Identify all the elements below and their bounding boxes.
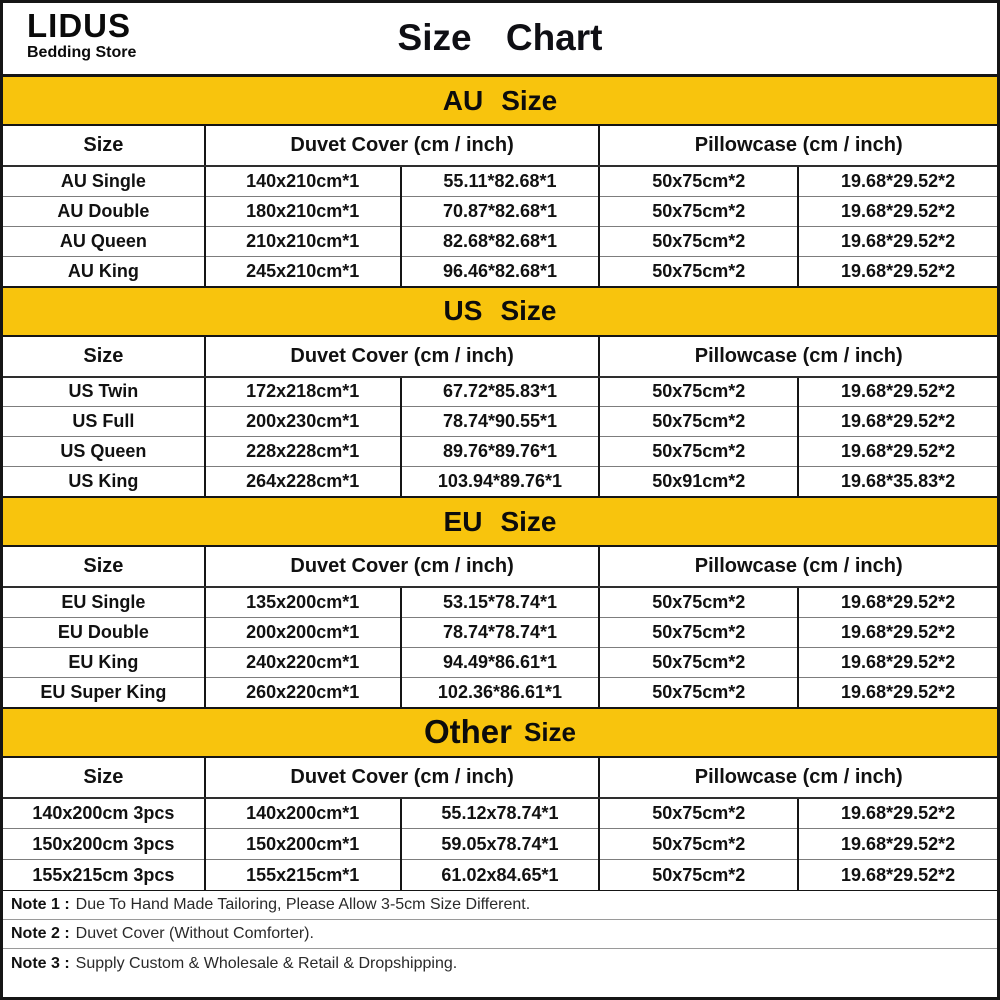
table-cell-pillow-in: 19.68*35.83*2 bbox=[798, 467, 997, 497]
table-row bbox=[3, 617, 997, 647]
table-cell-pillow-in: 19.68*29.52*2 bbox=[798, 226, 997, 256]
table-cell-duvet-cm: 264x228cm*1 bbox=[205, 467, 401, 497]
table-cell-pillow-in: 19.68*29.52*2 bbox=[798, 377, 997, 407]
size-table bbox=[3, 337, 997, 498]
table-cell-duvet-in: 78.74*90.55*1 bbox=[401, 407, 600, 437]
table-cell-size: EU King bbox=[3, 647, 205, 677]
table-cell-duvet-cm: 140x200cm*1 bbox=[205, 798, 401, 829]
size-section bbox=[3, 76, 997, 287]
table-row bbox=[3, 467, 997, 497]
table-cell-size: AU Double bbox=[3, 196, 205, 226]
table-cell-pillow-in: 19.68*29.52*2 bbox=[798, 196, 997, 226]
size-table bbox=[3, 758, 997, 892]
table-cell-pillow-in: 19.68*29.52*2 bbox=[798, 407, 997, 437]
size-table bbox=[3, 547, 997, 708]
note-text: Due To Hand Made Tailoring, Please Allow 3-5cm Size Different. bbox=[75, 896, 531, 913]
table-row bbox=[3, 798, 997, 829]
note-label: Note 3 : bbox=[11, 954, 70, 972]
table-row bbox=[3, 860, 997, 891]
brand-name: LIDUS bbox=[27, 7, 131, 44]
note-text: Duvet Cover (Without Comforter). bbox=[75, 925, 314, 942]
table-row bbox=[3, 407, 997, 437]
table-cell-duvet-cm: 210x210cm*1 bbox=[205, 226, 401, 256]
table-cell-pillow-cm: 50x75cm*2 bbox=[599, 798, 798, 829]
table-cell-pillow-cm: 50x75cm*2 bbox=[599, 437, 798, 467]
column-header-size: Size bbox=[3, 547, 205, 587]
table-cell-pillow-in: 19.68*29.52*2 bbox=[798, 437, 997, 467]
table-header-row bbox=[3, 547, 997, 587]
table-cell-duvet-cm: 155x215cm*1 bbox=[205, 860, 401, 891]
section-title-sub: Size bbox=[523, 716, 577, 747]
table-cell-duvet-cm: 240x220cm*1 bbox=[205, 647, 401, 677]
column-header-duvet: Duvet Cover (cm / inch) bbox=[205, 547, 600, 587]
section-title-main: Other bbox=[423, 713, 512, 750]
column-header-pillowcase: Pillowcase (cm / inch) bbox=[599, 758, 997, 798]
column-header-duvet: Duvet Cover (cm / inch) bbox=[205, 337, 600, 377]
table-cell-pillow-cm: 50x75cm*2 bbox=[599, 829, 798, 860]
table-cell-duvet-cm: 140x210cm*1 bbox=[205, 166, 401, 196]
table-row bbox=[3, 437, 997, 467]
table-row bbox=[3, 829, 997, 860]
size-section bbox=[3, 287, 997, 498]
note-label: Note 1 : bbox=[11, 896, 70, 913]
table-row bbox=[3, 587, 997, 617]
table-cell-size: EU Single bbox=[3, 587, 205, 617]
table-cell-pillow-in: 19.68*29.52*2 bbox=[798, 829, 997, 860]
note-row bbox=[3, 891, 997, 920]
table-cell-size: US King bbox=[3, 467, 205, 497]
note-text: Supply Custom & Wholesale & Retail & Dropshipping. bbox=[75, 954, 458, 972]
table-cell-duvet-cm: 150x200cm*1 bbox=[205, 829, 401, 860]
table-cell-pillow-cm: 50x75cm*2 bbox=[599, 647, 798, 677]
table-cell-duvet-in: 53.15*78.74*1 bbox=[401, 587, 600, 617]
table-cell-pillow-in: 19.68*29.52*2 bbox=[798, 860, 997, 891]
table-cell-duvet-in: 96.46*82.68*1 bbox=[401, 256, 600, 286]
table-header-row bbox=[3, 337, 997, 377]
table-cell-pillow-in: 19.68*29.52*2 bbox=[798, 617, 997, 647]
table-cell-pillow-in: 19.68*29.52*2 bbox=[798, 798, 997, 829]
section-header-au bbox=[3, 76, 997, 126]
table-cell-duvet-cm: 245x210cm*1 bbox=[205, 256, 401, 286]
table-row bbox=[3, 196, 997, 226]
table-cell-duvet-in: 103.94*89.76*1 bbox=[401, 467, 600, 497]
table-cell-duvet-in: 59.05x78.74*1 bbox=[401, 829, 600, 860]
table-cell-pillow-cm: 50x91cm*2 bbox=[599, 467, 798, 497]
table-cell-duvet-in: 61.02x84.65*1 bbox=[401, 860, 600, 891]
page-title: Size Chart bbox=[397, 17, 603, 58]
table-cell-size: AU King bbox=[3, 256, 205, 286]
section-header-eu bbox=[3, 497, 997, 547]
table-cell-size: AU Single bbox=[3, 166, 205, 196]
table-cell-duvet-in: 55.11*82.68*1 bbox=[401, 166, 600, 196]
table-cell-pillow-in: 19.68*29.52*2 bbox=[798, 647, 997, 677]
table-cell-size: US Twin bbox=[3, 377, 205, 407]
table-cell-pillow-cm: 50x75cm*2 bbox=[599, 587, 798, 617]
table-cell-duvet-in: 82.68*82.68*1 bbox=[401, 226, 600, 256]
section-title-main: AU bbox=[442, 84, 484, 116]
column-header-duvet: Duvet Cover (cm / inch) bbox=[205, 758, 600, 798]
table-cell-pillow-cm: 50x75cm*2 bbox=[599, 407, 798, 437]
column-header-size: Size bbox=[3, 758, 205, 798]
table-cell-pillow-cm: 50x75cm*2 bbox=[599, 256, 798, 286]
size-section bbox=[3, 708, 997, 892]
table-cell-size: US Full bbox=[3, 407, 205, 437]
table-cell-duvet-cm: 180x210cm*1 bbox=[205, 196, 401, 226]
note-label: Note 2 : bbox=[11, 925, 70, 942]
column-header-size: Size bbox=[3, 337, 205, 377]
table-row bbox=[3, 377, 997, 407]
table-cell-pillow-cm: 50x75cm*2 bbox=[599, 860, 798, 891]
table-cell-size: 150x200cm 3pcs bbox=[3, 829, 205, 860]
column-header-size: Size bbox=[3, 126, 205, 166]
table-cell-duvet-cm: 135x200cm*1 bbox=[205, 587, 401, 617]
note-row bbox=[3, 920, 997, 949]
table-cell-pillow-cm: 50x75cm*2 bbox=[599, 226, 798, 256]
table-cell-duvet-in: 70.87*82.68*1 bbox=[401, 196, 600, 226]
column-header-pillowcase: Pillowcase (cm / inch) bbox=[599, 126, 997, 166]
table-cell-pillow-cm: 50x75cm*2 bbox=[599, 677, 798, 707]
table-cell-pillow-cm: 50x75cm*2 bbox=[599, 166, 798, 196]
table-cell-pillow-cm: 50x75cm*2 bbox=[599, 196, 798, 226]
section-title-sub: Size bbox=[500, 295, 557, 326]
table-cell-duvet-in: 67.72*85.83*1 bbox=[401, 377, 600, 407]
section-title-main: EU bbox=[443, 505, 483, 537]
brand-tagline: Bedding Store bbox=[27, 44, 137, 61]
column-header-duvet: Duvet Cover (cm / inch) bbox=[205, 126, 600, 166]
table-cell-duvet-cm: 172x218cm*1 bbox=[205, 377, 401, 407]
table-cell-size: EU Double bbox=[3, 617, 205, 647]
column-header-pillowcase: Pillowcase (cm / inch) bbox=[599, 547, 997, 587]
section-header-us bbox=[3, 287, 997, 337]
table-cell-duvet-in: 89.76*89.76*1 bbox=[401, 437, 600, 467]
table-header-row bbox=[3, 126, 997, 166]
table-cell-duvet-in: 102.36*86.61*1 bbox=[401, 677, 600, 707]
table-cell-duvet-in: 94.49*86.61*1 bbox=[401, 647, 600, 677]
table-cell-pillow-in: 19.68*29.52*2 bbox=[798, 677, 997, 707]
table-cell-duvet-cm: 200x230cm*1 bbox=[205, 407, 401, 437]
table-cell-duvet-in: 78.74*78.74*1 bbox=[401, 617, 600, 647]
table-cell-pillow-in: 19.68*29.52*2 bbox=[798, 587, 997, 617]
table-row bbox=[3, 256, 997, 286]
table-cell-duvet-cm: 260x220cm*1 bbox=[205, 677, 401, 707]
size-section bbox=[3, 497, 997, 708]
table-row bbox=[3, 166, 997, 196]
table-cell-pillow-in: 19.68*29.52*2 bbox=[798, 166, 997, 196]
section-title-sub: Size bbox=[500, 505, 557, 537]
table-cell-pillow-cm: 50x75cm*2 bbox=[599, 377, 798, 407]
table-cell-duvet-cm: 228x228cm*1 bbox=[205, 437, 401, 467]
section-title-main: US bbox=[443, 295, 483, 326]
table-row bbox=[3, 226, 997, 256]
table-cell-duvet-in: 55.12x78.74*1 bbox=[401, 798, 600, 829]
note-row bbox=[3, 949, 997, 978]
sections-container bbox=[3, 76, 997, 891]
notes-section bbox=[3, 891, 997, 978]
table-cell-size: AU Queen bbox=[3, 226, 205, 256]
table-row bbox=[3, 647, 997, 677]
size-table bbox=[3, 126, 997, 287]
top-header bbox=[3, 3, 997, 76]
table-cell-pillow-in: 19.68*29.52*2 bbox=[798, 256, 997, 286]
table-cell-size: 140x200cm 3pcs bbox=[3, 798, 205, 829]
table-row bbox=[3, 677, 997, 707]
table-cell-duvet-cm: 200x200cm*1 bbox=[205, 617, 401, 647]
section-header-other bbox=[3, 708, 997, 758]
section-title-sub: Size bbox=[501, 84, 558, 116]
table-cell-pillow-cm: 50x75cm*2 bbox=[599, 617, 798, 647]
table-header-row bbox=[3, 758, 997, 798]
table-cell-size: EU Super King bbox=[3, 677, 205, 707]
table-cell-size: US Queen bbox=[3, 437, 205, 467]
column-header-pillowcase: Pillowcase (cm / inch) bbox=[599, 337, 997, 377]
table-cell-size: 155x215cm 3pcs bbox=[3, 860, 205, 891]
